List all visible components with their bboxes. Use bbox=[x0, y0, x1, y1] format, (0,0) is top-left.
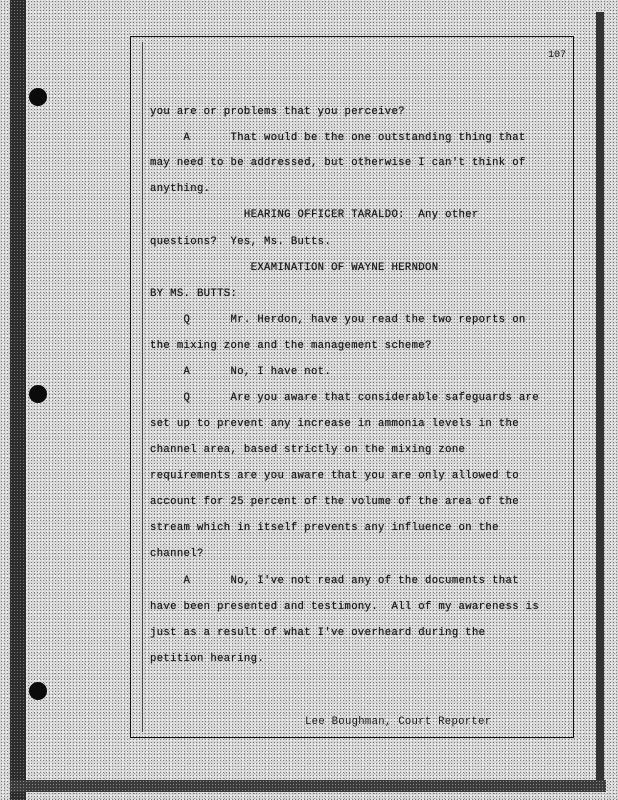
transcript-line-16: account for 25 percent of the volume of the area of the bbox=[150, 496, 519, 508]
scan-edge-left bbox=[10, 0, 26, 800]
scan-edge-right bbox=[596, 12, 604, 787]
section-heading: EXAMINATION OF WAYNE HERNDON bbox=[150, 262, 439, 274]
transcript-line-11: A No, I have not. bbox=[150, 366, 332, 378]
punch-hole-bottom bbox=[29, 682, 47, 700]
court-reporter-footer: Lee Boughman, Court Reporter bbox=[305, 716, 492, 728]
transcript-line-17: stream which in itself prevents any influence on the bbox=[150, 522, 499, 534]
punch-hole-middle bbox=[29, 385, 47, 403]
margin-rule bbox=[142, 42, 143, 732]
transcript-line-18: channel? bbox=[150, 548, 204, 560]
transcript-line-9: Q Mr. Herdon, have you read the two reports on bbox=[150, 314, 526, 326]
transcript-line-20: have been presented and testimony. All of my awareness is bbox=[150, 601, 540, 613]
page-number: 107 bbox=[548, 50, 567, 61]
transcript-line-22: petition hearing. bbox=[150, 653, 265, 665]
transcript-line-19: A No, I've not read any of the documents that bbox=[150, 575, 519, 587]
transcript-line-3: may need to be addressed, but otherwise I can't think of bbox=[150, 157, 526, 169]
transcript-line-5: HEARING OFFICER TARALDO: Any other bbox=[150, 209, 479, 221]
transcript-line-12: Q Are you aware that considerable safeguards are bbox=[150, 392, 540, 404]
transcript-line-1: you are or problems that you perceive? bbox=[150, 106, 405, 118]
transcript-line-2: A That would be the one outstanding thing that bbox=[150, 132, 526, 144]
transcript-line-6: questions? Yes, Ms. Butts. bbox=[150, 236, 332, 248]
transcript-line-14: channel area, based strictly on the mixing zone bbox=[150, 444, 466, 456]
scan-edge-bottom bbox=[10, 780, 606, 792]
transcript-line-13: set up to prevent any increase in ammonia levels in the bbox=[150, 418, 519, 430]
transcript-line-21: just as a result of what I've overheard during the bbox=[150, 627, 486, 639]
punch-hole-top bbox=[29, 88, 47, 106]
transcript-line-8: BY MS. BUTTS: bbox=[150, 288, 238, 300]
transcript-line-4: anything. bbox=[150, 183, 211, 195]
transcript-line-10: the mixing zone and the management scheme? bbox=[150, 340, 432, 352]
transcript-line-15: requirements are you aware that you are only allowed to bbox=[150, 470, 519, 482]
